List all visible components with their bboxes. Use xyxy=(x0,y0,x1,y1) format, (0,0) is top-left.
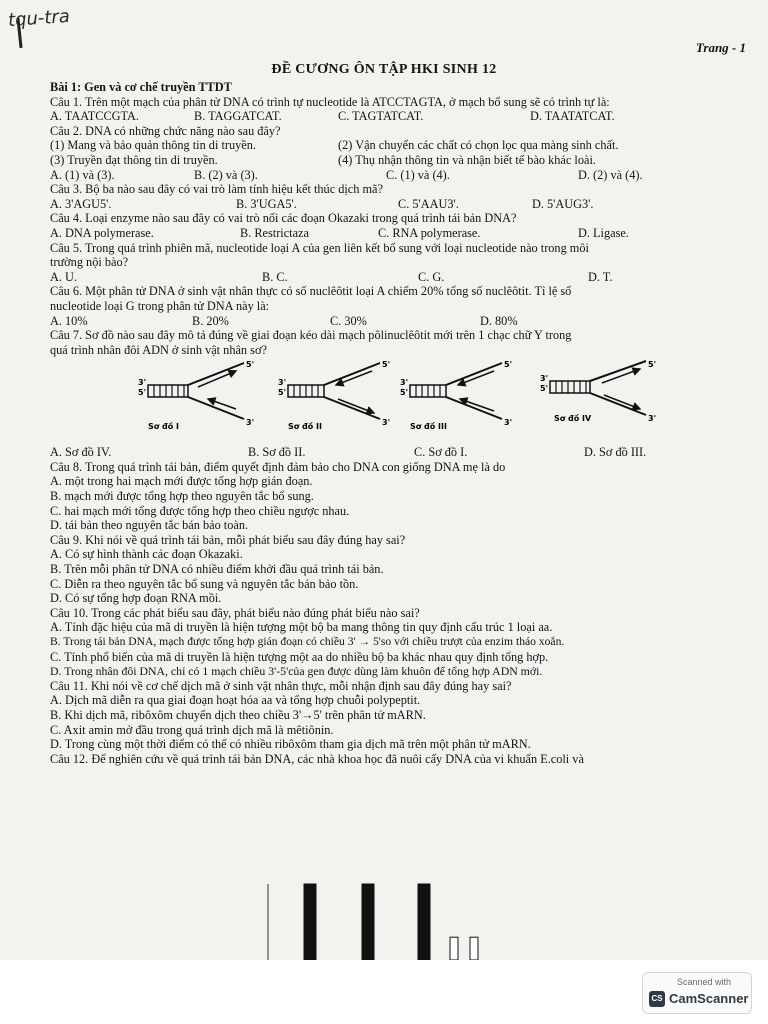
q6-stem-line2: nucleotide loại G trong phân tử DNA này là: xyxy=(50,298,270,313)
q2-statement-4: (4) Thụ nhận thông tin và nhận biết tế bào khác loài. xyxy=(338,152,596,167)
document-body xyxy=(50,80,750,766)
chart-bar-5 xyxy=(470,937,478,960)
q3-option-d: D. 5'AUG3'. xyxy=(532,196,594,211)
q5-stem-line2: trường nội bào? xyxy=(50,255,129,270)
q1-stem: Câu 1. Trên một mạch của phân tử DNA có trình tự nucleotide là ATCCTAGTA, ở mạch bổ sung sẽ có trình tự là: xyxy=(50,94,610,109)
q4-stem: Câu 4. Loại enzyme nào sau đây có vai trò nối các đoạn Okazaki trong quá trình tái bản DNA? xyxy=(50,211,517,226)
q11-option-b: B. Khi dịch mã, ribôxôm chuyển dịch theo chiều 3'→5' trên phân tử mARN. xyxy=(50,707,426,722)
q11-stem: Câu 11. Khi nói về cơ chế dịch mã ở sinh vật nhân thực, mỗi nhận định sau đây đúng hay sai? xyxy=(50,678,512,693)
diagram-1-caption: Sơ đồ I xyxy=(148,422,180,432)
q2-statements-row1 xyxy=(50,138,750,153)
q2-option-b: B. (2) và (3). xyxy=(194,167,258,182)
diagram-3-label-3: 3' xyxy=(400,378,409,388)
q7-diagrams xyxy=(50,359,750,445)
q8-stem: Câu 8. Trong quá trình tái bản, điểm quyết định đảm bảo cho DNA con giống DNA mẹ là do xyxy=(50,459,506,474)
handwritten-note: tqu-tra xyxy=(7,5,71,32)
q11-option-a: A. Dịch mã diễn ra qua giai đoạn hoạt hóa aa và tổng hợp chuỗi polypeptit. xyxy=(50,693,421,708)
q7-option-b: B. Sơ đồ II. xyxy=(248,445,306,460)
diagram-2-label-3: 3' xyxy=(278,378,287,388)
diagram-1-figure xyxy=(136,359,266,445)
footer xyxy=(0,960,768,1024)
diagram-4-top-label: 5' xyxy=(648,360,657,370)
q3-option-a: A. 3'AGU5'. xyxy=(50,196,112,211)
diagram-4 xyxy=(538,359,668,445)
q7-option-a: A. Sơ đồ IV. xyxy=(50,445,112,460)
q5-stem-line1: Câu 5. Trong quá trình phiên mã, nucleotide loại A của gen liên kết bổ sung với loại nucleotide nào trong môi xyxy=(50,240,589,255)
q4-option-d: D. Ligase. xyxy=(578,225,629,240)
q9-stem: Câu 9. Khi nói về quá trình tái bản, mỗi phát biểu sau đây đúng hay sai? xyxy=(50,532,406,547)
chart-bar-2 xyxy=(362,884,374,960)
diagram-3-top-label: 5' xyxy=(504,360,513,370)
q3-options xyxy=(50,197,750,212)
diagram-3-label-5: 5' xyxy=(400,388,409,398)
camscanner-name: CamScanner xyxy=(669,991,749,1006)
q2-statement-1: (1) Mang và bảo quản thông tin di truyền. xyxy=(50,138,256,153)
q6-option-c: C. 30% xyxy=(330,313,367,328)
q11-option-c: C. Axit amin mở đầu trong quá trình dịch mã là mêtiônin. xyxy=(50,722,334,737)
q6-option-a: A. 10% xyxy=(50,313,88,328)
q2-option-a: A. (1) và (3). xyxy=(50,167,115,182)
scanned-with-text: Scanned with xyxy=(677,977,732,987)
chart-bar-4 xyxy=(450,937,458,960)
q10-option-a: A. Tính đặc hiệu của mã di truyền là hiện tượng một bộ ba mang thông tin quy định cấu trúc 1 loại aa. xyxy=(50,620,553,635)
diagram-4-label-3: 3' xyxy=(540,374,549,384)
q7-stem-line1: Câu 7. Sơ đồ nào sau đây mô tả đúng về giai đoạn kéo dài mạch pôlinuclêôtit mới trên 1 chạc chữ Y trong xyxy=(50,328,572,343)
diagram-2-label-5: 5' xyxy=(278,388,287,398)
q9-option-c: C. Diễn ra theo nguyên tắc bổ sung và nguyên tắc bán bảo tồn. xyxy=(50,576,359,591)
q10-stem: Câu 10. Trong các phát biểu sau đây, phát biểu nào đúng phát biểu nào sai? xyxy=(50,605,420,620)
diagram-2-bottom-label: 3' xyxy=(382,418,391,428)
q1-option-d: D. TAATATCAT. xyxy=(530,109,615,124)
section-heading: Bài 1: Gen và cơ chế truyền TTDT xyxy=(50,80,232,94)
chart-bar-1 xyxy=(304,884,316,960)
q12-chart xyxy=(238,880,518,960)
q4-options xyxy=(50,226,750,241)
camscanner-watermark xyxy=(642,972,752,1014)
diagram-1-label-3: 3' xyxy=(138,378,147,388)
diagram-1-label-5: 5' xyxy=(138,388,147,398)
diagram-4-figure xyxy=(538,359,668,445)
q2-statements-row2 xyxy=(50,153,750,168)
q2-option-d: D. (2) và (4). xyxy=(578,167,643,182)
diagram-1 xyxy=(136,359,266,445)
q8-option-b: B. mạch mới được tổng hợp theo nguyên tắc bổ sung. xyxy=(50,489,314,504)
q7-option-c: C. Sơ đồ I. xyxy=(414,445,468,460)
q4-option-c: C. RNA polymerase. xyxy=(378,225,481,240)
q1-option-b: B. TAGGATCAT. xyxy=(194,109,282,124)
q7-option-d: D. Sơ đồ III. xyxy=(584,445,647,460)
diagram-3-figure xyxy=(398,359,528,445)
q9-option-b: B. Trên mỗi phân tử DNA có nhiều điểm khởi đầu quá trình tái bản. xyxy=(50,562,384,577)
q1-options xyxy=(50,109,750,124)
q5-option-b: B. C. xyxy=(262,269,288,284)
q8-option-d: D. tái bản theo nguyên tắc bán bảo toàn. xyxy=(50,518,249,533)
diagram-4-caption: Sơ đồ IV xyxy=(554,414,592,424)
q2-options xyxy=(50,168,750,183)
q6-stem-line1: Câu 6. Một phân tử DNA ở sinh vật nhân thực có số nuclêôtit loại A chiếm 20% tổng số nuclêôtit. Tỉ lệ số xyxy=(50,284,572,299)
q10-option-d: D. Trong nhân đôi DNA, chỉ có 1 mạch chiều 3'-5'của gen được dùng làm khuôn để tổng hợp ADN mới. xyxy=(50,664,543,679)
q9-option-a: A. Có sự hình thành các đoạn Okazaki. xyxy=(50,547,243,562)
q1-option-c: C. TAGTATCAT. xyxy=(338,109,424,124)
q2-statement-3: (3) Truyền đạt thông tin di truyền. xyxy=(50,152,218,167)
q10-option-b: B. Trong tái bản DNA, mạch được tổng hợp gián đoạn có chiều 3' → 5'so với chiều trượt của enzim tháo xoắn. xyxy=(50,635,565,648)
q5-option-c: C. G. xyxy=(418,269,445,284)
q6-options xyxy=(50,314,750,329)
diagram-1-top-label: 5' xyxy=(246,360,255,370)
q4-option-a: A. DNA polymerase. xyxy=(50,225,154,240)
q11-option-d: D. Trong cùng một thời điểm có thể có nhiều ribôxôm tham gia dịch mã trên một phân tử mARN. xyxy=(50,737,531,752)
page-number: Trang - 1 xyxy=(695,40,746,55)
q3-option-b: B. 3'UGA5'. xyxy=(236,196,297,211)
diagram-3-caption: Sơ đồ III xyxy=(410,422,447,432)
q5-option-a: A. U. xyxy=(50,269,77,284)
q1-option-a: A. TAATCCGTA. xyxy=(50,109,140,124)
q3-option-c: C. 5'AAU3'. xyxy=(398,196,459,211)
camscanner-logo-icon: CS xyxy=(649,991,665,1007)
diagram-1-bottom-label: 3' xyxy=(246,418,255,428)
diagram-3 xyxy=(398,359,528,445)
q5-options xyxy=(50,270,750,285)
diagram-3-bottom-label: 3' xyxy=(504,418,513,428)
q4-option-b: B. Restrictaza xyxy=(240,225,309,240)
page-title: ĐỀ CƯƠNG ÔN TẬP HKI SINH 12 xyxy=(271,62,497,77)
q8-option-a: A. một trong hai mạch mới được tổng hợp gián đoạn. xyxy=(50,474,313,489)
q6-option-d: D. 80% xyxy=(480,313,518,328)
q12-stem: Câu 12. Để nghiên cứu về quá trình tái bản DNA, các nhà khoa học đã nuôi cấy DNA của vi khuẩn E.coli và xyxy=(50,751,584,766)
q6-option-b: B. 20% xyxy=(192,313,229,328)
diagram-2-figure xyxy=(276,359,409,445)
diagram-2-top-label: 5' xyxy=(382,360,391,370)
q7-stem-line2: quá trình nhân đôi ADN ở sinh vật nhân sơ? xyxy=(50,342,267,357)
diagram-2-caption: Sơ đồ II xyxy=(288,422,323,432)
diagram-4-label-5: 5' xyxy=(540,384,549,394)
q2-statement-2: (2) Vận chuyển các chất có chọn lọc qua màng sinh chất. xyxy=(338,138,619,153)
q8-option-c: C. hai mạch mới tổng được tổng hợp theo chiều ngược nhau. xyxy=(50,503,350,518)
q3-stem: Câu 3. Bộ ba nào sau đây có vai trò làm tính hiệu kết thúc dịch mã? xyxy=(50,182,383,197)
diagram-4-bottom-label: 3' xyxy=(648,414,657,424)
q12-chart-svg xyxy=(238,880,518,960)
q9-option-d: D. Có sự tổng hợp đoạn RNA mồi. xyxy=(50,591,222,606)
q2-stem: Câu 2. DNA có những chức năng nào sau đây? xyxy=(50,123,281,138)
q10-option-c: C. Tính phổ biến của mã di truyền là hiện tượng một aa do nhiều bộ ba khác nhau quy định tổng hợp. xyxy=(50,649,549,664)
diagram-2 xyxy=(276,359,409,445)
q5-option-d: D. T. xyxy=(588,269,613,284)
q2-option-c: C. (1) và (4). xyxy=(386,167,450,182)
q7-options xyxy=(50,445,750,460)
chart-bar-3 xyxy=(418,884,430,960)
